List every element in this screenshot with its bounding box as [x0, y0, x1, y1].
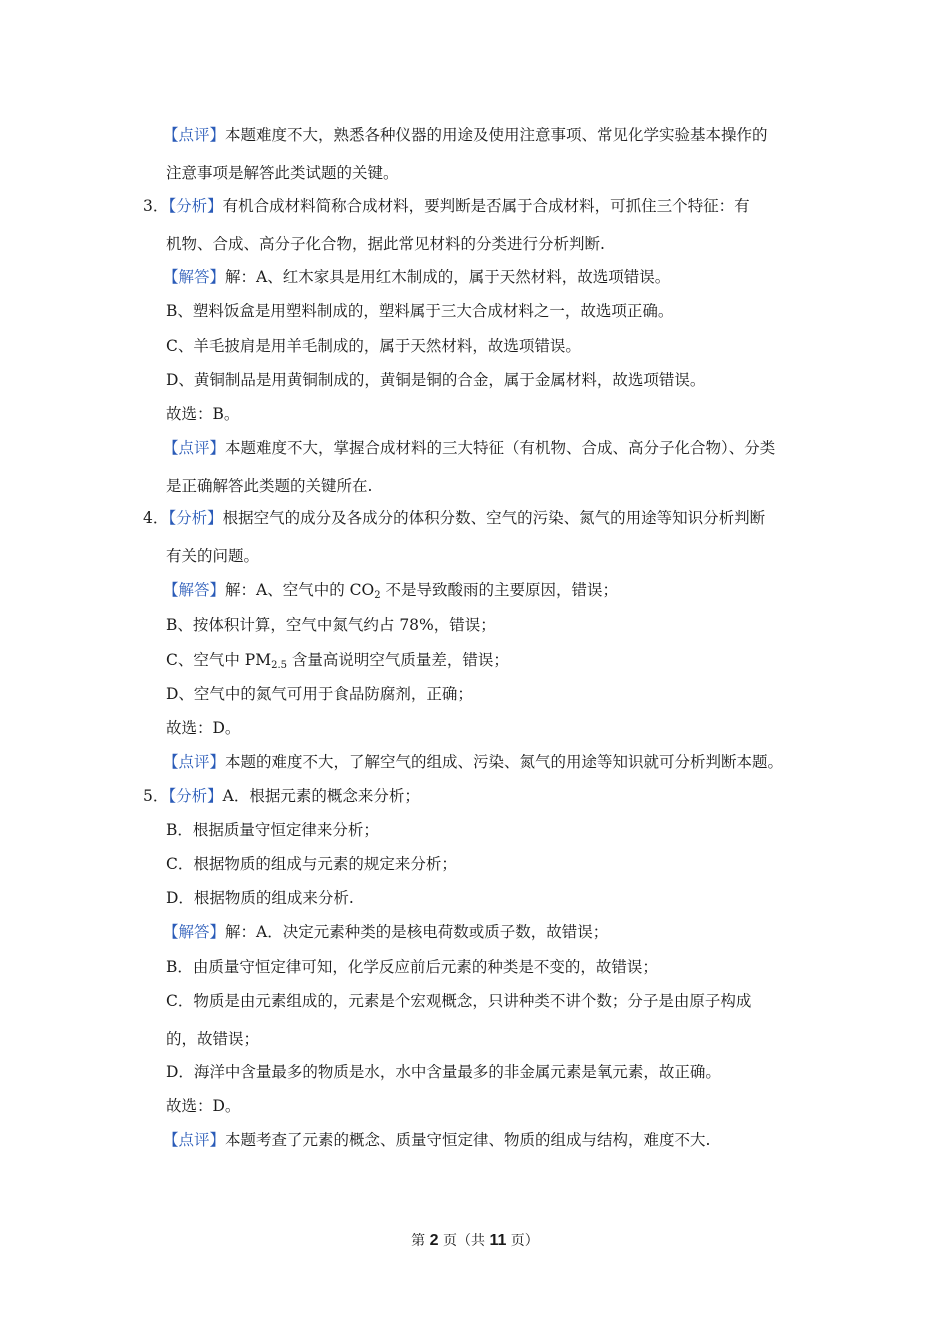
q5-answer-line4: 的，故错误； [166, 1030, 260, 1048]
q4-comment-text: 本题的难度不大，了解空气的组成、污染、氮气的用途等知识就可分析判断本题。 [225, 753, 784, 771]
q3-answer-line4: D、黄铜制品是用黄铜制成的，黄铜是铜的合金，属于金属材料，故选项错误。 [166, 371, 706, 389]
q4-answer-line2: B、按体积计算，空气中氮气约占 78%，错误； [166, 616, 496, 634]
q5-answer-line1 [163, 921, 608, 943]
q4-answer-a-pre: 解：A、空气中的 CO [225, 581, 375, 599]
footer-total-pages: 11 [489, 1232, 507, 1249]
q4-analysis-text-1: 根据空气的成分及各成分的体积分数、空气的污染、氮气的用途等知识分析判断 [222, 509, 766, 527]
q5-analysis-line4: D．根据物质的组成来分析. [166, 889, 354, 907]
q3-analysis-line2: 机物、合成、高分子化合物，据此常见材料的分类进行分析判断. [166, 235, 605, 253]
q4-choice: 故选：D。 [166, 719, 241, 737]
q5-analysis-line1 [143, 785, 420, 807]
comment-tag: 【点评】 [163, 1131, 226, 1149]
answer-tag: 【解答】 [163, 268, 226, 286]
footer-pre: 第 [411, 1233, 430, 1249]
q3-comment-line2: 是正确解答此类题的关键所在. [166, 477, 373, 495]
q5-answer-a: 解：A．决定元素种类的是核电荷数或质子数，故错误； [225, 923, 609, 941]
q5-analysis-a: A．根据元素的概念来分析； [222, 787, 420, 805]
q5-comment-line [163, 1129, 710, 1151]
q3-answer-line3: C、羊毛披肩是用羊毛制成的，属于天然材料，故选项错误。 [166, 337, 581, 355]
q4-answer-line1 [163, 579, 618, 607]
comment-tag: 【点评】 [163, 126, 226, 144]
q4-analysis-line1 [143, 507, 765, 529]
analysis-tag: 【分析】 [168, 197, 223, 215]
q4-number: 4． [143, 509, 169, 527]
q5-analysis-line2: B．根据质量守恒定律来分析； [166, 821, 379, 839]
analysis-tag: 【分析】 [168, 509, 223, 527]
q5-answer-line5: D．海洋中含量最多的物质是水，水中含量最多的非金属元素是氧元素，故正确。 [166, 1063, 721, 1081]
footer-page-number: 2 [429, 1232, 439, 1249]
q5-answer-line3: C．物质是由元素组成的，元素是个宏观概念，只讲种类不讲个数；分子是由原子构成 [166, 992, 752, 1010]
q5-answer-line2: B．由质量守恒定律可知，化学反应前后元素的种类是不变的，故错误； [166, 958, 658, 976]
q3-number: 3． [143, 197, 169, 215]
q4-answer-a-sub: 2 [374, 590, 381, 601]
answer-tag: 【解答】 [163, 581, 226, 599]
q4-answer-c-sub: 2.5 [271, 660, 287, 671]
q3-choice: 故选：B。 [166, 405, 240, 423]
q2-comment-line1 [163, 124, 768, 146]
q4-answer-line3 [166, 649, 509, 677]
q5-comment-text: 本题考查了元素的概念、质量守恒定律、物质的组成与结构，难度不大. [225, 1131, 711, 1149]
q3-answer-text-1: 解：A、红木家具是用红木制成的，属于天然材料，故选项错误。 [225, 268, 671, 286]
q3-analysis-text-1: 有机合成材料简称合成材料，要判断是否属于合成材料，可抓住三个特征：有 [222, 197, 750, 215]
q4-answer-c-pre: C、空气中 PM [166, 651, 272, 669]
footer-mid: 页（共 [438, 1233, 490, 1249]
q5-analysis-line3: C．根据物质的组成与元素的规定来分析； [166, 855, 457, 873]
q3-analysis-line1 [143, 195, 750, 217]
q4-answer-a-post: 不是导致酸雨的主要原因，错误； [380, 581, 619, 599]
q4-analysis-line2: 有关的问题。 [166, 547, 260, 565]
q3-comment-line1 [163, 437, 775, 459]
q5-number: 5． [143, 787, 169, 805]
q4-answer-c-post: 含量高说明空气质量差，错误； [287, 651, 509, 669]
q5-choice: 故选：D。 [166, 1097, 241, 1115]
q3-comment-text-1: 本题难度不大，掌握合成材料的三大特征（有机物、合成、高分子化合物）、分类 [225, 439, 776, 457]
q3-answer-line1 [163, 266, 670, 288]
q2-comment-text-1: 本题难度不大，熟悉各种仪器的用途及使用注意事项、常见化学实验基本操作的 [225, 126, 768, 144]
comment-tag: 【点评】 [163, 753, 226, 771]
page-footer [0, 1230, 950, 1250]
q3-answer-line2: B、塑料饭盒是用塑料制成的，塑料属于三大合成材料之一，故选项正确。 [166, 302, 674, 320]
q4-answer-line4: D、空气中的氮气可用于食品防腐剂，正确； [166, 685, 473, 703]
answer-tag: 【解答】 [163, 923, 226, 941]
analysis-tag: 【分析】 [168, 787, 223, 805]
footer-post: 页） [506, 1233, 539, 1249]
q2-comment-line2: 注意事项是解答此类试题的关键。 [166, 164, 399, 182]
comment-tag: 【点评】 [163, 439, 226, 457]
q4-comment-line [163, 751, 783, 773]
